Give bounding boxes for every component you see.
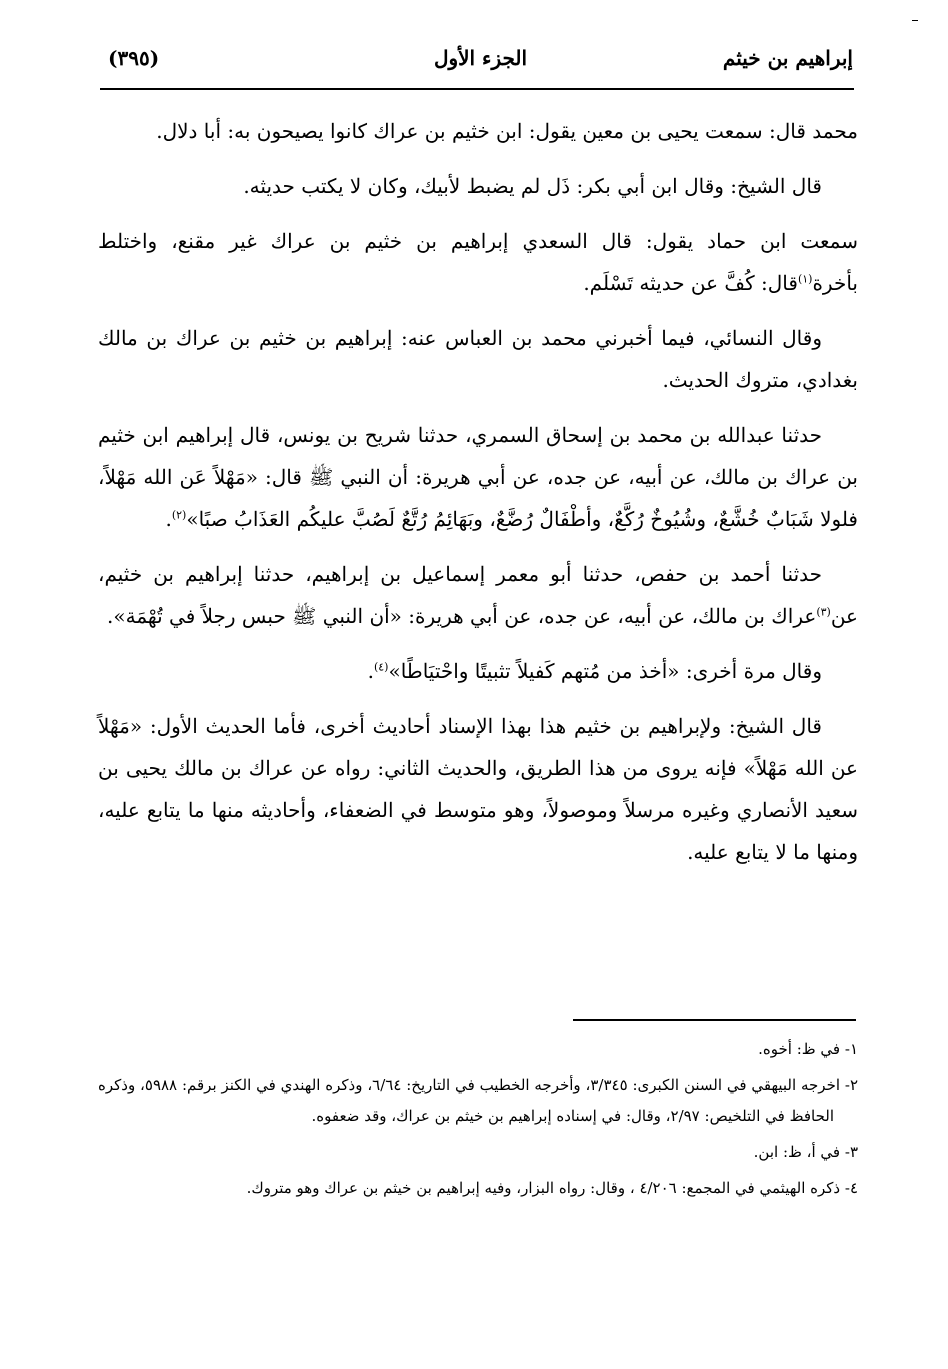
- main-text: [98, 110, 858, 886]
- paragraph: وقال النسائي، فيما أخبرني محمد بن العباس عنه: إبراهيم بن خثيم بن عراك بن مالك بغدادي، متروك الحديث.: [98, 326, 858, 392]
- footnote: ٢- اخرجه البيهقي في السنن الكبرى: ٣/٣٤٥، وأخرجه الخطيب في التاريخ: ٦/٦٤، وذكره الهندي في الكنز برقم: ٥٩٨٨، وذكره الحافظ في التلخيص: ٢/٩٧، وقال: في إسناده إبراهيم بن خيثم بن عراك، وقد ضعفوه.: [98, 1076, 858, 1125]
- corner-mark: [912, 20, 918, 21]
- header-rule: [100, 88, 854, 90]
- paragraph: سمعت ابن حماد يقول: قال السعدي إبراهيم بن خثيم بن عراك غير مقنع، واختلط بأخرة$^{(١)}$قال: كُفَّ عن حديثه تَسْلَم.: [98, 229, 858, 295]
- footnote-ref: (٢): [171, 508, 187, 522]
- paragraph: وقال مرة أخرى: «أخذ من مُتهم كَفيلاً تثبيتًا واحْتيَاطًا»$^{(٤)}$.: [367, 659, 822, 683]
- header-chapter: إبراهيم بن خيثم: [722, 46, 853, 70]
- footnote-rule: [573, 1019, 856, 1021]
- running-header: [108, 38, 853, 78]
- header-part: الجزء الأول: [433, 46, 528, 70]
- header-page-number: (٣٩٥): [108, 46, 160, 70]
- footnote-ref: (٣): [816, 605, 831, 619]
- paragraph: حدثنا أحمد بن حفص، حدثنا أبو معمر إسماعيل بن إبراهيم، حدثنا إبراهيم بن خثيم، عن$^{(٣)}$عراك بن مالك، عن أبيه، عن جده، عن أبي هريرة: «أن النبي ﷺ حبس رجلاً في تُهْمَة».: [98, 562, 858, 628]
- paragraph: قال الشيخ: وقال ابن أبي بكر: ذَل لم يضبط لأبيك، وكان لا يكتب حديثه.: [243, 174, 822, 198]
- paragraph: محمد قال: سمعت يحيى بن معين يقول: ابن خثيم بن عراك كانوا يصيحون به: أبا دلال.: [156, 119, 858, 143]
- footnote: ٤- ذكره الهيثمي في المجمع: ٤/٢٠٦ ، وقال: رواه البزار، وفيه إبراهيم بن خيثم بن عراك وهو متروك.: [246, 1179, 858, 1197]
- footnote: ٣- في أ، ظ: ابن.: [753, 1143, 858, 1161]
- paragraph: حدثنا عبدالله بن محمد بن إسحاق السمري، حدثنا شريح بن يونس، قال إبراهيم ابن خثيم بن عراك بن مالك، عن أبيه، عن جده، عن أبي هريرة: أن النبي ﷺ قال: «مَهْلاً عَن الله مَهْلاً، فلولا شَبَابٌ خُشَّعٌ، وشُيُوخٌ رُكَّعٌ، وأطْفَالٌ رُضَّعٌ، وبَهَائِمُ رُتَّعٌ لَصُبَّ عليكُم العَذَابُ صبًا»$^{(٢)}$.: [98, 423, 858, 531]
- footnotes: [98, 1034, 858, 1209]
- footnote-ref: (٤): [373, 660, 389, 674]
- paragraph: قال الشيخ: ولإبراهيم بن خثيم هذا بهذا الإسناد أحاديث أخرى، فأما الحديث الأول: «مَهْلاً عن الله مَهْلاً» فإنه يروى من هذا الطريق، والحديث الثاني: رواه عن عراك بن مالك يحيى بن سعيد الأنصاري وغيره مرسلاً وموصولاً، وهو متوسط في الضعفاء، وأحاديثه منها ما يتابع عليه، ومنها ما لا يتابع عليه.: [98, 714, 858, 864]
- footnote: ١- في ظ: أخوه.: [758, 1040, 858, 1058]
- footnote-ref: (١): [797, 272, 813, 286]
